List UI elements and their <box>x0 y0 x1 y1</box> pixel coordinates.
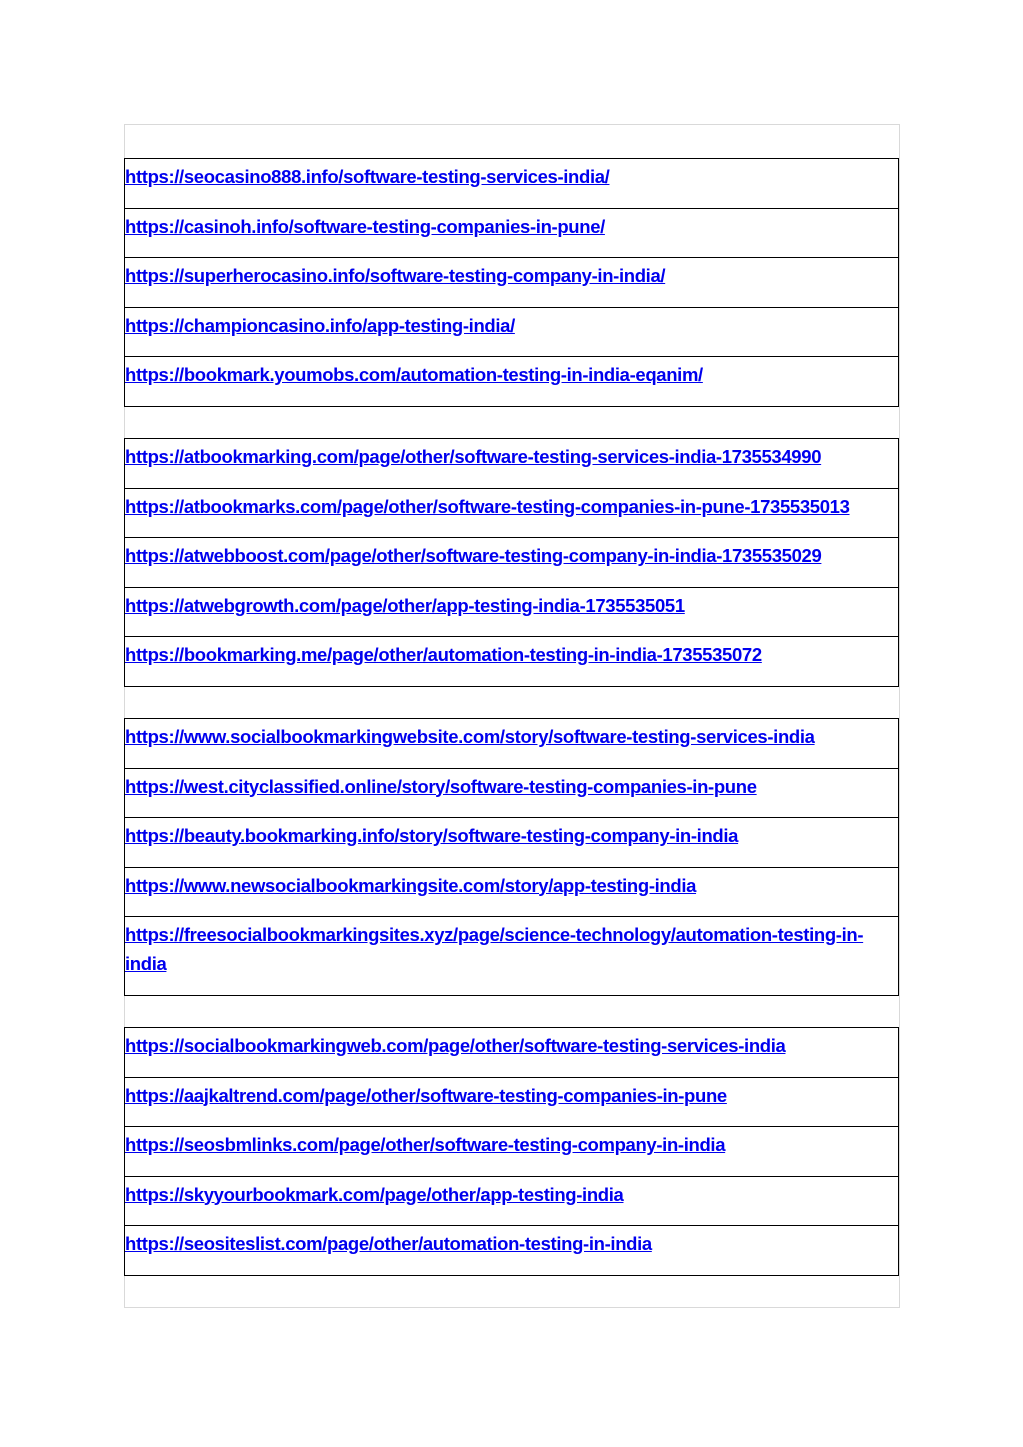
table-row <box>125 1127 898 1177</box>
url-link[interactable]: https://bookmarking.me/page/other/automation-testing-in-india-1735535072 <box>125 644 762 665</box>
url-link[interactable]: https://seocasino888.info/software-testing-services-india/ <box>125 166 610 187</box>
table-row <box>125 1177 898 1227</box>
url-link[interactable]: https://atwebboost.com/page/other/software-testing-company-in-india-1735535029 <box>125 545 822 566</box>
url-link[interactable]: https://championcasino.info/app-testing-india/ <box>125 314 515 336</box>
url-link[interactable]: https://freesocialbookmarkingsites.xyz/page/science-technology/automation-testing-in-india <box>125 924 864 974</box>
table-row <box>125 1226 898 1276</box>
url-link[interactable]: https://skyyourbookmark.com/page/other/app-testing-india <box>125 1183 624 1205</box>
url-link[interactable]: https://casinoh.info/software-testing-companies-in-pune/ <box>125 215 605 237</box>
url-link[interactable]: https://atwebgrowth.com/page/other/app-testing-india-1735535051 <box>125 594 685 616</box>
table-row <box>125 719 898 769</box>
url-link[interactable]: https://aajkaltrend.com/page/other/software-testing-companies-in-pune <box>125 1084 727 1106</box>
url-link[interactable]: https://socialbookmarkingweb.com/page/other/software-testing-services-india <box>125 1035 786 1056</box>
url-link[interactable]: https://west.cityclassified.online/story/software-testing-companies-in-pune <box>125 775 757 797</box>
url-link[interactable]: https://atbookmarks.com/page/other/software-testing-companies-in-pune-1735535013 <box>125 495 850 517</box>
table-row <box>125 769 898 819</box>
table-row <box>125 1078 898 1128</box>
table-row <box>125 818 898 868</box>
url-link[interactable]: https://seositeslist.com/page/other/automation-testing-in-india <box>125 1233 652 1254</box>
url-link[interactable]: https://atbookmarking.com/page/other/software-testing-services-india-1735534990 <box>125 446 822 467</box>
table-row <box>125 209 898 259</box>
table-row <box>125 588 898 638</box>
url-link[interactable]: https://www.socialbookmarkingwebsite.com/story/software-testing-services-india <box>125 726 815 747</box>
table-row <box>125 1028 898 1078</box>
url-link[interactable]: https://www.newsocialbookmarkingsite.com/story/app-testing-india <box>125 874 697 896</box>
table-row <box>125 917 898 996</box>
table-row <box>125 489 898 539</box>
link-table-1 <box>124 158 899 407</box>
url-link[interactable]: https://superherocasino.info/software-testing-company-in-india/ <box>125 265 666 286</box>
link-table-3 <box>124 718 899 996</box>
table-row <box>125 538 898 588</box>
url-link[interactable]: https://beauty.bookmarking.info/story/software-testing-company-in-india <box>125 825 739 846</box>
url-link[interactable]: https://bookmark.youmobs.com/automation-testing-in-india-eqanim/ <box>125 364 703 385</box>
table-row <box>125 357 898 407</box>
link-table-4 <box>124 1027 899 1276</box>
table-row <box>125 258 898 308</box>
table-row <box>125 868 898 918</box>
url-link[interactable]: https://seosbmlinks.com/page/other/software-testing-company-in-india <box>125 1134 726 1155</box>
table-row <box>125 308 898 358</box>
table-row <box>125 159 898 209</box>
table-row <box>125 439 898 489</box>
table-row <box>125 637 898 687</box>
link-table-2 <box>124 438 899 687</box>
